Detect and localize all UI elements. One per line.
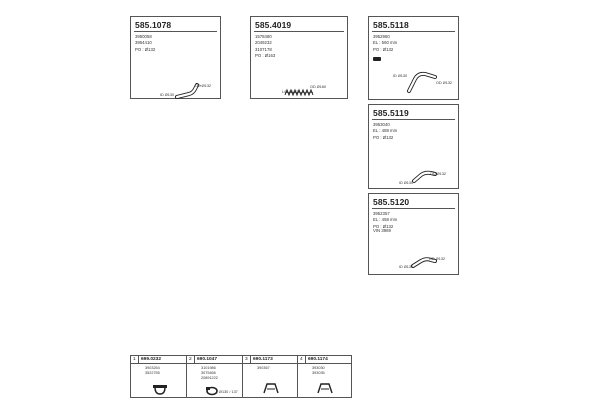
dimension-label: Ø130 / 137 xyxy=(219,390,238,394)
reference-line: 3952357 xyxy=(373,211,390,216)
bracket-icon xyxy=(243,356,298,397)
accessory-index: 4 xyxy=(300,357,303,362)
part-number: 585.5120 xyxy=(373,197,410,207)
dimension-label: OD Ø132 xyxy=(436,81,453,85)
vin-note: VIN 3969 xyxy=(373,228,391,233)
reference-line: 1578480 xyxy=(255,34,272,39)
pipe-drawing xyxy=(369,194,460,276)
accessory-part-number: 690.1174 xyxy=(308,357,328,362)
pipe-drawing xyxy=(369,17,460,101)
reference-line: PO : Ø163 xyxy=(255,53,276,59)
reference-line: 3522755 xyxy=(145,371,160,376)
accessory-cell-2[interactable] xyxy=(187,356,243,397)
dimension-label: ID Ø130 xyxy=(399,265,414,269)
part-number: 585.4019 xyxy=(255,20,292,30)
reference-line: 2049232 xyxy=(255,40,272,46)
reference-line: 3954410 xyxy=(135,40,152,46)
dimension-label: ID Ø130 xyxy=(399,181,414,185)
reference-line: EL : 560 mm xyxy=(373,40,398,46)
accessory-cell-1[interactable] xyxy=(131,356,187,397)
part-card-585-5120[interactable] xyxy=(368,193,459,275)
bracket-icon xyxy=(298,356,351,397)
flex-pipe-drawing xyxy=(251,17,349,100)
reference-line: 3950058 xyxy=(135,34,152,39)
reference-line: 3903254 xyxy=(145,366,160,370)
reference-line: 393035 xyxy=(312,371,325,376)
part-number: 585.5118 xyxy=(373,20,409,30)
reference-line: 3075466 xyxy=(201,371,216,376)
accessory-part-number: 690.1047 xyxy=(197,357,218,362)
part-card-585-5118[interactable] xyxy=(368,16,459,100)
dimension-label: OD Ø132 xyxy=(195,84,212,88)
accessory-strip xyxy=(130,355,352,398)
reference-line: 20891222 xyxy=(201,376,218,381)
accessory-index: 1 xyxy=(133,357,136,362)
dimension-label: OD Ø132 xyxy=(430,172,447,176)
part-card-585-5119[interactable] xyxy=(368,104,459,189)
part-number: 585.1078 xyxy=(135,20,172,30)
dimension-label: OD Ø160 xyxy=(310,85,327,89)
reference-line: 3107178 xyxy=(255,46,272,52)
dimension-label: ID Ø130 xyxy=(160,93,175,97)
reference-line: 393030 xyxy=(312,366,325,370)
accessory-index: 2 xyxy=(189,357,192,362)
reference-line: EL : 488 mm xyxy=(373,128,398,134)
pipe-drawing xyxy=(369,105,460,190)
accessory-cell-3[interactable] xyxy=(243,356,298,397)
dimension-label: L/D Ø163 xyxy=(282,90,299,94)
reference-line: 3953040 xyxy=(373,122,390,127)
reference-line: EL : 458 mm xyxy=(373,217,398,223)
reference-line: 390367 xyxy=(257,366,270,370)
dimension-label: OD Ø132 xyxy=(429,257,446,261)
accessory-part-number: 699.0232 xyxy=(141,357,162,362)
reference-line: PO : Ø132 xyxy=(135,46,156,52)
reference-line: PO : Ø132 xyxy=(373,46,394,52)
accessory-index: 3 xyxy=(245,357,248,362)
part-number: 585.5119 xyxy=(373,108,409,118)
u-bolt-clamp-icon xyxy=(131,356,187,397)
reference-line: 3952960 xyxy=(373,34,390,39)
reference-line: PO : Ø132 xyxy=(373,223,394,229)
reference-line: PO : Ø132 xyxy=(373,134,394,140)
accessory-part-number: 690.1173 xyxy=(253,357,273,362)
part-card-585-4019[interactable] xyxy=(250,16,348,99)
reference-line: 3101986 xyxy=(201,366,216,370)
dimension-label: ID Ø130 xyxy=(393,74,408,78)
part-card-585-1078[interactable] xyxy=(130,16,221,99)
accessory-cell-4[interactable] xyxy=(298,356,351,397)
